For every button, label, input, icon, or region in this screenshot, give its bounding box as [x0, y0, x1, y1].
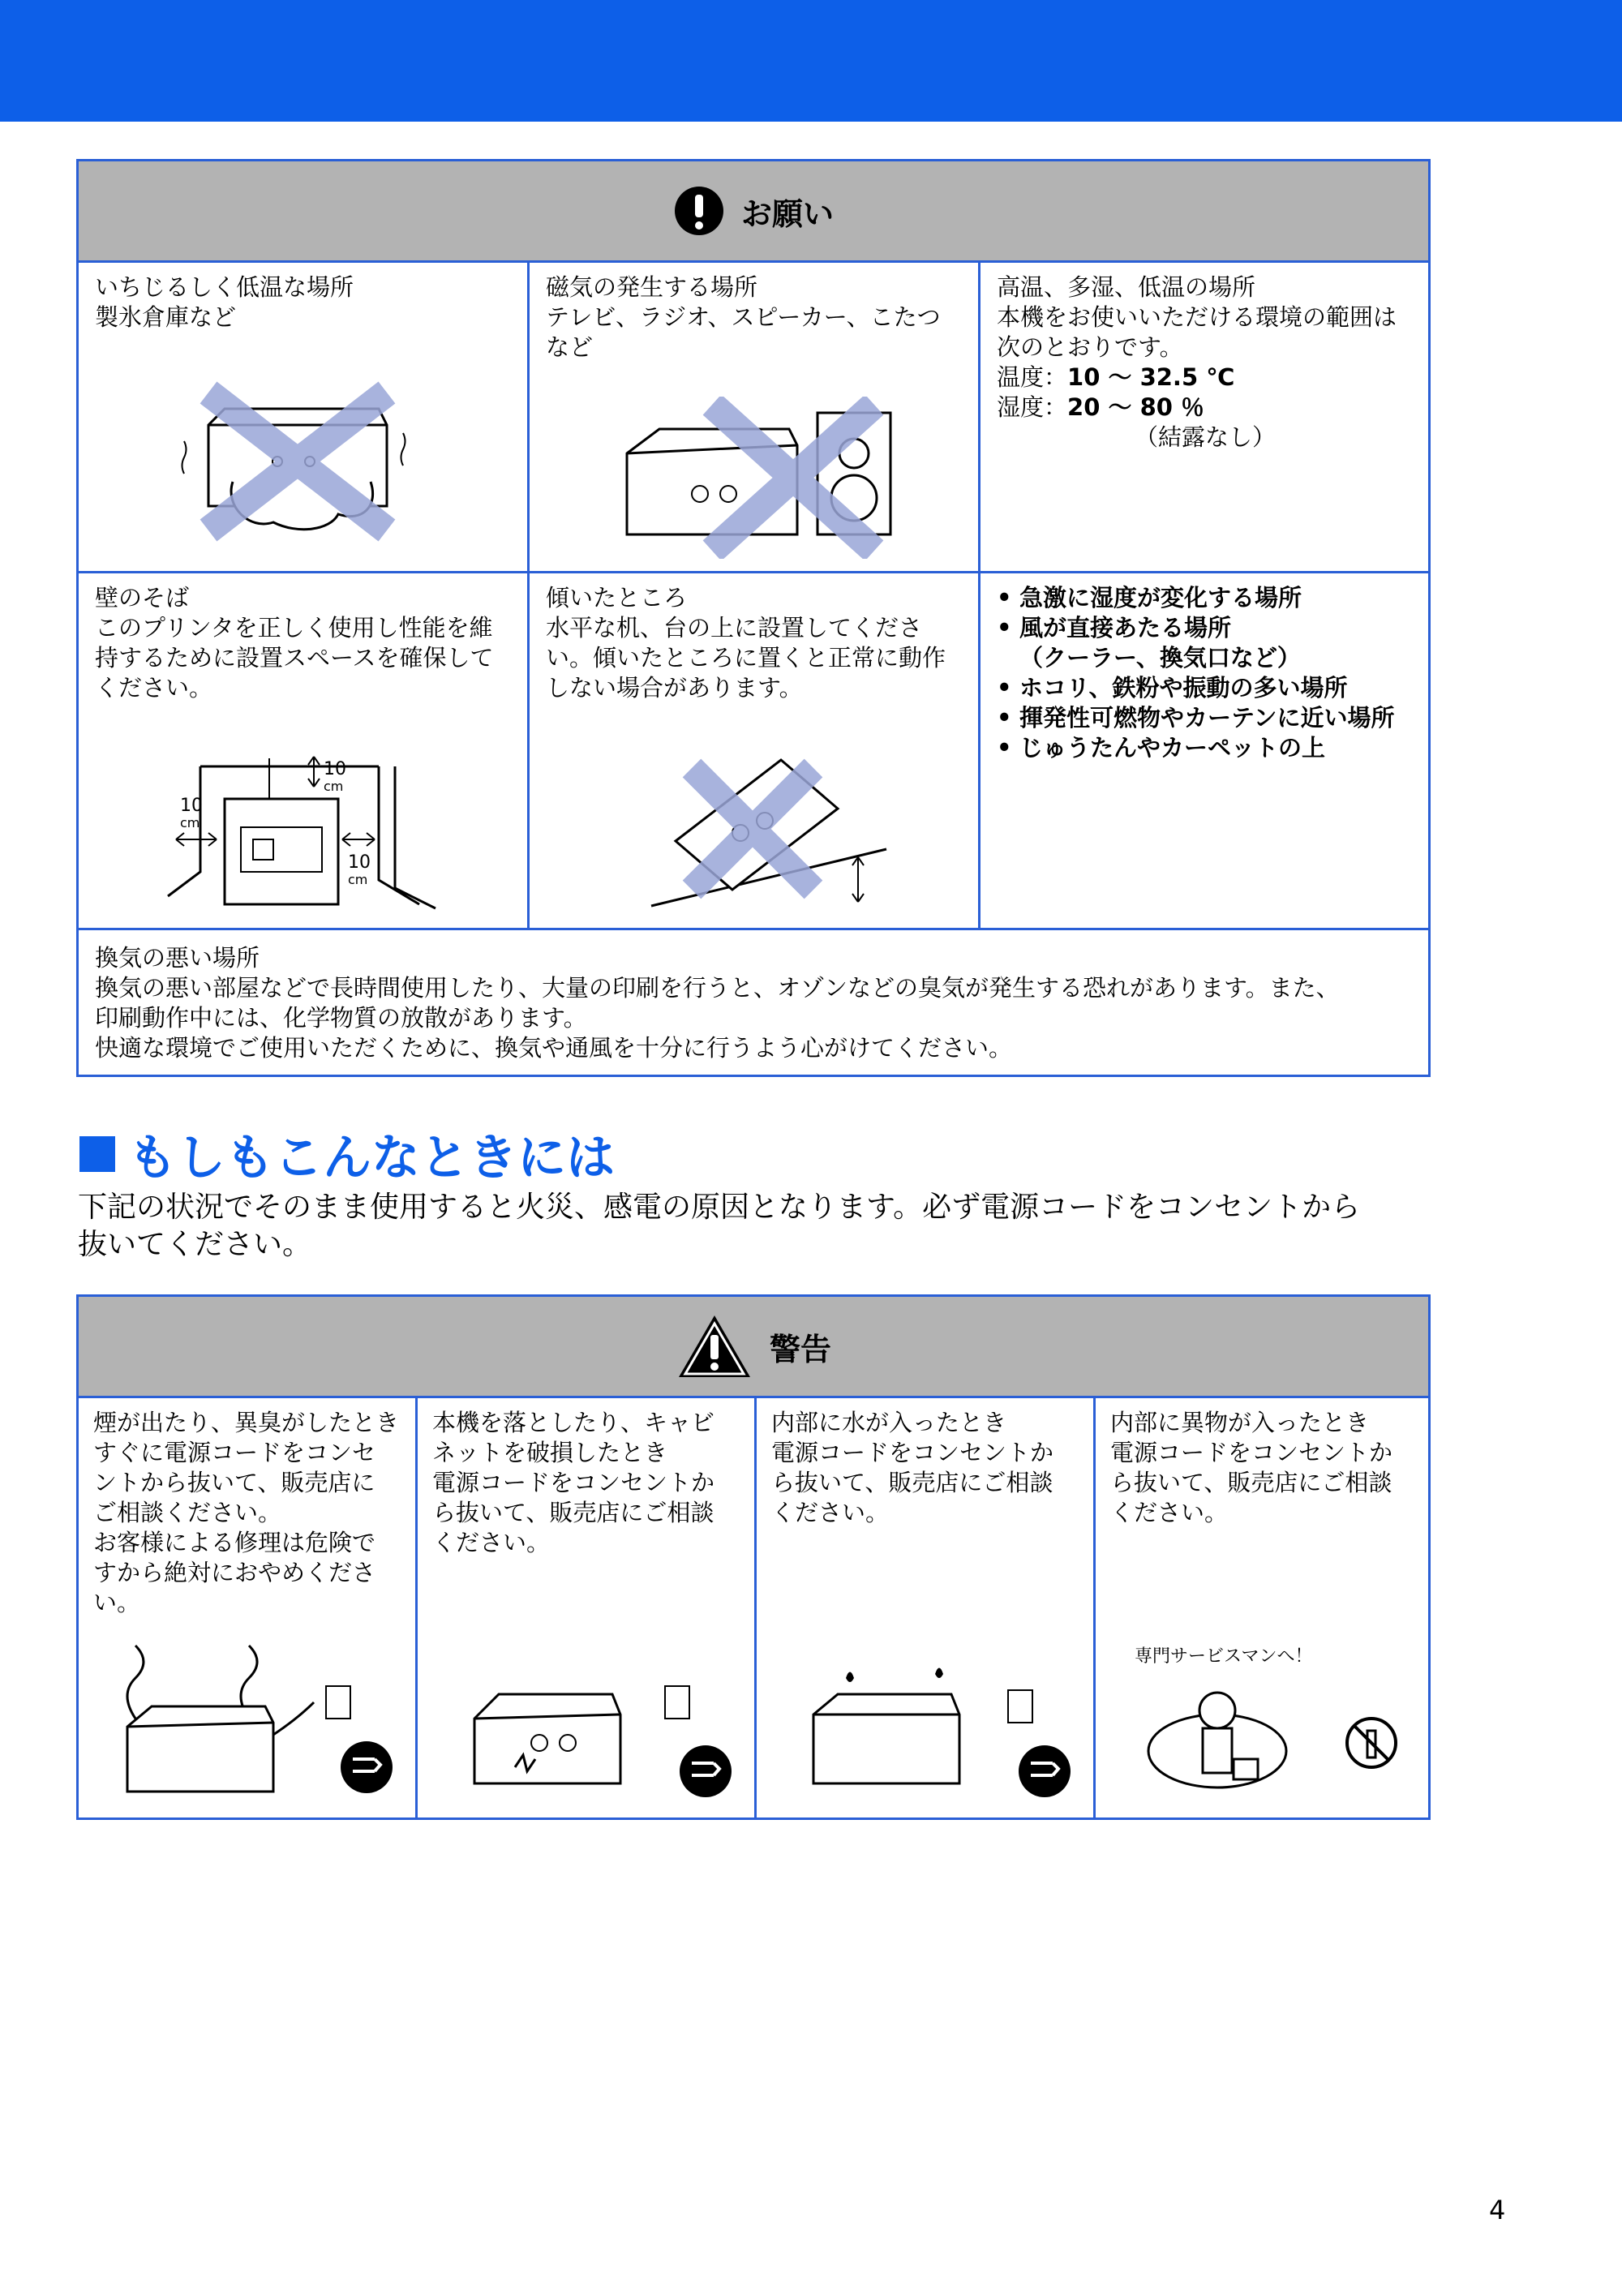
cell-text: 印刷動作中には、化学物質の放散があります。 [95, 1004, 587, 1032]
cell-text: 磁気の発生する場所 [546, 273, 758, 301]
tilted-printer-illustration [643, 744, 903, 914]
cell-near-wall [79, 573, 530, 930]
clearance-top-value: 10 [324, 759, 346, 779]
wall-clearance-illustration [160, 750, 452, 921]
list-item: • じゅうたんやカーペットの上 [997, 733, 1412, 763]
cell-text: 快適な環境でご使用いただくために、換気や通風を十分に行うよう心がけてください。 [95, 1034, 1013, 1062]
request-panel-title: お願い [740, 195, 834, 232]
frozen-printer-illustration [176, 376, 419, 547]
page-number: 4 [1489, 2195, 1506, 2225]
service-caption: 専門サービスマンへ！ [1135, 1646, 1313, 1667]
warning-dropped: 本機を落としたり、キャビ ネットを破損したとき 電源コードをコンセントか ら抜いて、販売店にご相談 ください。 [418, 1398, 757, 1820]
unsuitable-places-list [997, 583, 1412, 763]
cell-text: 本機をお使いいただける環境の範囲は [997, 303, 1397, 331]
list-item: • 風が直接あたる場所 [997, 613, 1412, 643]
humidity-value: 20 ～ 80 ％ [1067, 393, 1205, 421]
cell-text: 次のとおりです。 [997, 333, 1183, 361]
exclamation-circle-icon [673, 185, 725, 237]
cell-magnetic-field [530, 263, 980, 573]
clearance-top-unit: cm [324, 779, 344, 794]
humidity-range: 湿度：20 ～ 80 ％ [997, 393, 1205, 421]
cell-text: 換気の悪い部屋などで長時間使用したり、大量の印刷を行うと、オゾンなどの臭気が発生する恐れがあります。また、 [95, 974, 1340, 1002]
warning-water: 内部に水が入ったとき 電源コードをコンセントか ら抜いて、販売店にご相談 ください。 [757, 1398, 1096, 1820]
cell-other-places [980, 573, 1428, 930]
printer-near-speaker-illustration [611, 397, 903, 559]
cell-text: このプリンタを正しく使用し性能を維 [95, 614, 493, 642]
cell-text: しない場合があります。 [546, 674, 803, 702]
cell-text: テレビ、ラジオ、スピーカー、こたつ [546, 303, 941, 331]
cell-tilted-surface [530, 573, 980, 930]
cell-text: 傾いたところ [546, 584, 688, 612]
section-title: もしもこんなときには [79, 1119, 615, 1189]
cell-text: ください。 [95, 674, 213, 702]
top-banner [0, 0, 1622, 122]
cell-text: 製氷倉庫など [95, 303, 237, 331]
cell-text: い。傾いたところに置くと正常に動作 [546, 644, 946, 672]
cell-text: いちじるしく低温な場所 [95, 273, 354, 301]
cell-text: 持するために設置スペースを確保して [95, 644, 494, 672]
temperature-value: 10 ～ 32.5 ℃ [1067, 363, 1235, 391]
damaged-printer-illustration [434, 1637, 742, 1808]
list-item-note: （クーラー、換気口など） [1019, 644, 1301, 672]
wet-printer-illustration [773, 1637, 1081, 1808]
condensation-note: （結露なし） [1135, 423, 1277, 451]
clearance-left-value: 10 [180, 796, 203, 816]
request-panel [76, 159, 1431, 1077]
cell-text: 水平な机、台の上に設置してくださ [546, 614, 923, 642]
smoking-printer-illustration [95, 1637, 403, 1808]
cell-text: 高温、多湿、低温の場所 [997, 273, 1256, 301]
list-item: • ホコリ、鉄粉や振動の多い場所 [997, 673, 1412, 703]
square-bullet-icon [79, 1136, 115, 1172]
warning-panel [76, 1294, 1431, 1820]
cell-text: 壁のそば [95, 584, 190, 612]
clearance-right-value: 10 [348, 852, 371, 873]
warning-triangle-icon [676, 1312, 753, 1380]
section-body: 下記の状況でそのまま使用すると火災、感電の原因となります。必ず電源コードをコンセントから 抜いてください。 [78, 1191, 1361, 1261]
list-item: • 急激に湿度が変化する場所 [997, 583, 1412, 613]
clearance-left-unit: cm [180, 815, 200, 830]
list-item: • 揮発性可燃物やカーテンに近い場所 [997, 703, 1412, 733]
warning-panel-title: 警告 [769, 1331, 831, 1367]
cell-environment-range [980, 263, 1428, 573]
warning-panel-header [79, 1297, 1428, 1398]
temperature-range: 温度：10 ～ 32.5 ℃ [997, 363, 1235, 391]
clearance-right-unit: cm [348, 872, 368, 887]
cell-poor-ventilation [79, 930, 1428, 1081]
warning-foreign-object: 内部に異物が入ったとき 電源コードをコンセントか ら抜いて、販売店にご相談 ください。 専門サービスマンへ！ [1096, 1398, 1428, 1820]
service-technician-illustration [1144, 1678, 1420, 1808]
cell-text: 換気の悪い場所 [95, 944, 260, 972]
warning-smoke: 煙が出たり、異臭がしたとき すぐに電源コードをコンセ ントから抜いて、販売店に ご相談ください。 お客様による修理は危険で すから絶対におやめくださ い。 [79, 1398, 418, 1820]
request-panel-header [79, 161, 1428, 263]
cell-text: など [546, 333, 594, 361]
cell-low-temperature [79, 263, 530, 573]
